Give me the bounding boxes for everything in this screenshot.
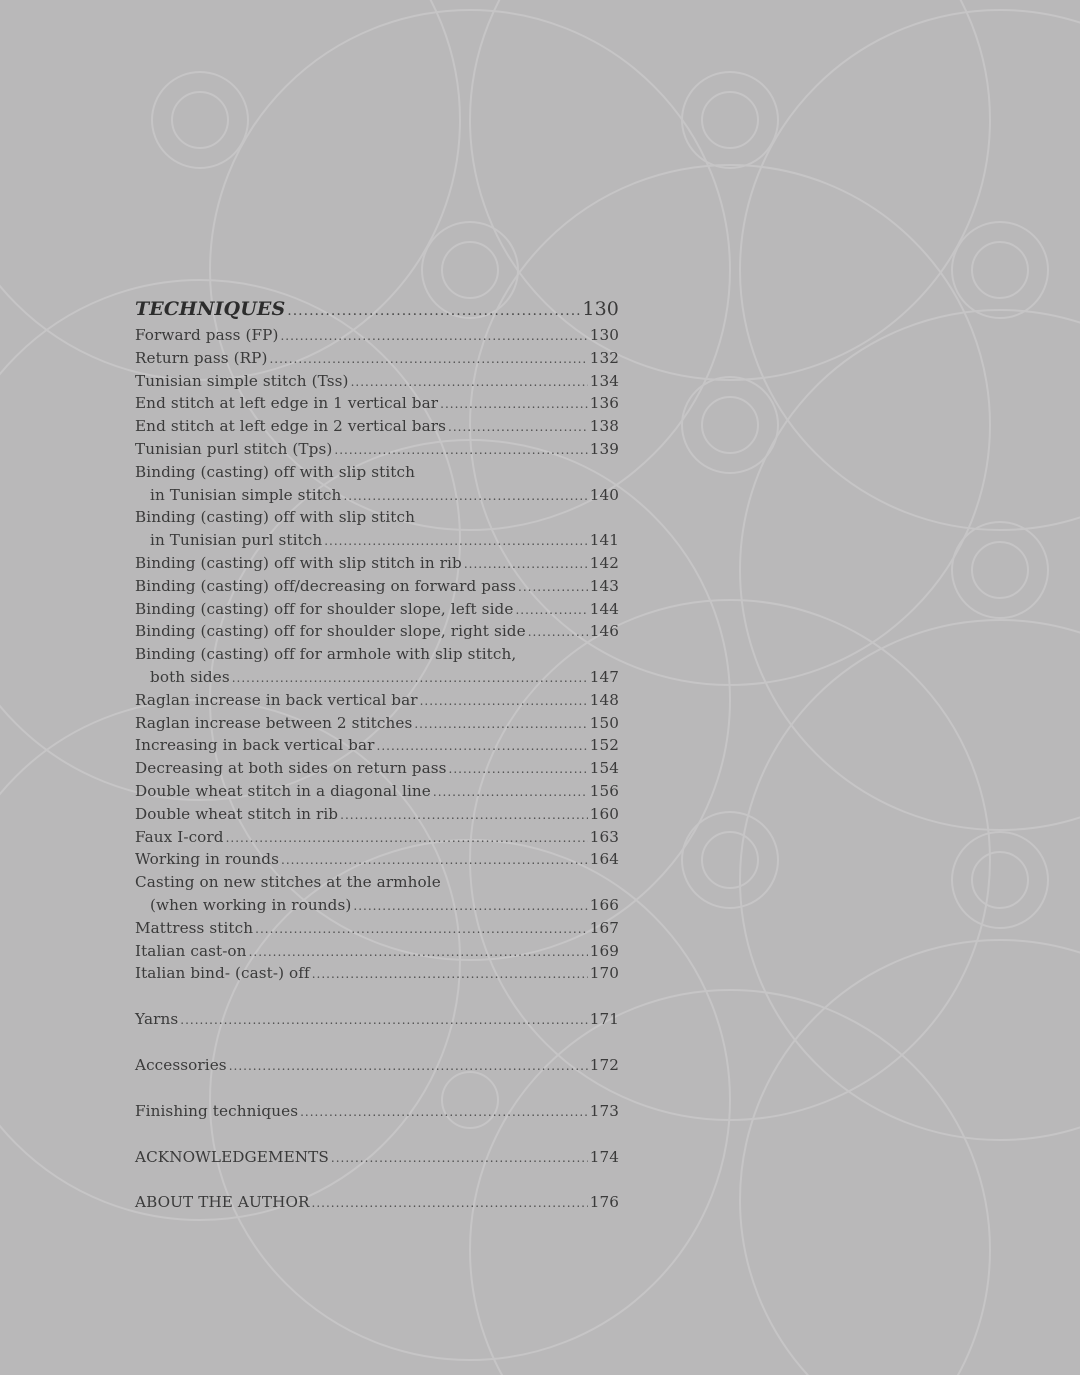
toc-entry[interactable] (135, 531, 619, 554)
toc-entry-label: Return pass (RP) (135, 348, 268, 367)
toc-entry[interactable] (135, 394, 619, 417)
toc-entry-label: Binding (casting) off/decreasing on forward pass (135, 576, 517, 595)
leader-dots (515, 603, 587, 617)
toc-entry-first-line[interactable] (135, 873, 619, 896)
toc-entry-page: 170 (589, 964, 619, 983)
toc-entry-page: 134 (589, 371, 619, 390)
toc-entry-page: 156 (589, 781, 619, 800)
toc-entry[interactable] (135, 691, 619, 714)
toc-entry-page: 154 (589, 759, 619, 778)
toc-entry-first-line[interactable] (135, 645, 619, 668)
toc-entry-label: Binding (casting) off with slip stitch in rib (135, 553, 462, 572)
toc-entry-page: 147 (589, 667, 619, 686)
toc-entry-label: in Tunisian simple stitch (150, 485, 342, 504)
leader-dots (340, 808, 588, 822)
leader-dots (433, 785, 588, 799)
section-spacer (135, 1170, 619, 1193)
leader-dots (449, 762, 588, 776)
toc-entry-label: (when working in rounds) (150, 895, 352, 914)
toc-entry-page: 138 (589, 417, 619, 436)
toc-section-entry[interactable] (135, 1010, 619, 1033)
toc-entry[interactable] (135, 964, 619, 987)
toc-entry-first-line[interactable] (135, 463, 619, 486)
leader-dots (232, 671, 588, 685)
toc-entry-page: 164 (589, 850, 619, 869)
toc-section-page: 172 (589, 1055, 619, 1074)
toc-entry[interactable] (135, 326, 619, 349)
table-of-contents (135, 298, 619, 1216)
toc-entry[interactable] (135, 896, 619, 919)
toc-entry-label: Tunisian purl stitch (Tps) (135, 439, 333, 458)
toc-entry-label: Raglan increase in back vertical bar (135, 690, 418, 709)
toc-heading-page: 130 (582, 298, 619, 320)
leader-dots (528, 625, 588, 639)
toc-entry-label: in Tunisian purl stitch (150, 531, 323, 550)
toc-section-entry[interactable] (135, 1193, 619, 1216)
leader-dots (249, 945, 588, 959)
toc-entry-label: Working in rounds (135, 850, 280, 869)
toc-entry-page: 150 (589, 713, 619, 732)
toc-entry[interactable] (135, 805, 619, 828)
toc-entry-page: 167 (589, 918, 619, 937)
toc-entry-page: 142 (589, 553, 619, 572)
leader-dots (229, 1059, 588, 1073)
leader-dots (377, 739, 588, 753)
leader-dots (269, 352, 587, 366)
toc-entry-first-line[interactable] (135, 508, 619, 531)
toc-entry-label: End stitch at left edge in 1 vertical bar (135, 394, 439, 413)
toc-entry-label: Double wheat stitch in rib (135, 804, 339, 823)
leader-dots (312, 967, 588, 981)
toc-entry-page: 163 (589, 827, 619, 846)
toc-heading-label: TECHNIQUES (135, 298, 286, 320)
toc-entry-label: End stitch at left edge in 2 vertical bars (135, 417, 447, 436)
toc-entries (135, 326, 619, 987)
leader-dots (518, 580, 588, 594)
toc-entry[interactable] (135, 372, 619, 395)
leader-dots (420, 694, 588, 708)
toc-entry-label: Binding (casting) off for shoulder slope, right side (135, 622, 526, 641)
leader-dots (255, 922, 588, 936)
toc-entry-page: 136 (589, 394, 619, 413)
toc-entry-label: both sides (150, 667, 230, 686)
leader-dots (312, 1196, 588, 1210)
leader-dots (280, 329, 587, 343)
toc-entry-label: Increasing in back vertical bar (135, 736, 375, 755)
section-spacer (135, 987, 619, 1010)
toc-section-page: 173 (589, 1101, 619, 1120)
toc-section-label: Accessories (135, 1055, 227, 1074)
toc-entry-label: Binding (casting) off with slip stitch (135, 508, 415, 527)
toc-entry[interactable] (135, 782, 619, 805)
toc-entry-page: 130 (589, 326, 619, 344)
toc-entry[interactable] (135, 828, 619, 851)
toc-entry-page: 132 (589, 348, 619, 367)
toc-section-label: Finishing techniques (135, 1101, 299, 1120)
toc-entry-label: Italian bind- (cast-) off (135, 964, 310, 983)
leader-dots (448, 420, 588, 434)
section-spacer (135, 1125, 619, 1148)
leader-dots (440, 397, 588, 411)
leader-dots (300, 1105, 588, 1119)
toc-entry-page: 152 (589, 736, 619, 755)
toc-section-label: Yarns (135, 1010, 179, 1029)
leader-dots (334, 443, 587, 457)
leader-dots (324, 534, 587, 548)
toc-entry-label: Mattress stitch (135, 918, 254, 937)
leader-dots (414, 717, 587, 731)
leader-dots (343, 489, 587, 503)
toc-section-label: ABOUT THE AUTHOR (135, 1193, 310, 1212)
toc-entry[interactable] (135, 440, 619, 463)
toc-entry-label: Italian cast-on (135, 941, 247, 960)
toc-entry[interactable] (135, 486, 619, 509)
leader-dots (180, 1013, 587, 1027)
leader-dots (351, 375, 588, 389)
toc-entry[interactable] (135, 622, 619, 645)
toc-section-entry[interactable] (135, 1056, 619, 1079)
toc-section-page: 174 (589, 1147, 619, 1166)
section-spacer (135, 1033, 619, 1056)
toc-entry-page: 143 (589, 576, 619, 595)
toc-entry[interactable] (135, 942, 619, 965)
toc-entry[interactable] (135, 714, 619, 737)
leader-dots (287, 303, 580, 319)
toc-entry-page: 146 (589, 622, 619, 641)
toc-entry[interactable] (135, 759, 619, 782)
toc-entry-label: Forward pass (FP) (135, 326, 279, 344)
toc-heading-techniques[interactable] (135, 298, 619, 326)
toc-entry-label: Binding (casting) off with slip stitch (135, 462, 415, 481)
toc-entry-page: 141 (589, 531, 619, 550)
toc-entry-label: Casting on new stitches at the armhole (135, 873, 441, 892)
section-spacer (135, 1079, 619, 1102)
toc-entry-label: Binding (casting) off for armhole with slip stitch, (135, 645, 517, 664)
toc-section-entry[interactable] (135, 1148, 619, 1171)
toc-entry-page: 160 (589, 804, 619, 823)
toc-entry[interactable] (135, 668, 619, 691)
toc-entry[interactable] (135, 850, 619, 873)
toc-entry-label: Tunisian simple stitch (Tss) (135, 371, 349, 390)
toc-entry[interactable] (135, 600, 619, 623)
leader-dots (353, 899, 587, 913)
toc-entry[interactable] (135, 417, 619, 440)
toc-sections (135, 987, 619, 1216)
toc-entry[interactable] (135, 919, 619, 942)
toc-entry[interactable] (135, 349, 619, 372)
toc-entry[interactable] (135, 577, 619, 600)
leader-dots (281, 853, 588, 867)
toc-entry-page: 144 (589, 599, 619, 618)
toc-section-label: ACKNOWLEDGEMENTS (135, 1147, 329, 1166)
leader-dots (331, 1151, 588, 1165)
toc-entry-page: 139 (589, 439, 619, 458)
toc-section-page: 171 (589, 1010, 619, 1029)
toc-entry-label: Raglan increase between 2 stitches (135, 713, 413, 732)
toc-entry[interactable] (135, 736, 619, 759)
toc-entry-label: Faux I-cord (135, 827, 224, 846)
toc-entry-page: 148 (589, 690, 619, 709)
leader-dots (464, 557, 588, 571)
toc-entry-label: Double wheat stitch in a diagonal line (135, 781, 431, 800)
toc-entry-label: Binding (casting) off for shoulder slope, left side (135, 599, 514, 618)
toc-section-entry[interactable] (135, 1102, 619, 1125)
toc-entry[interactable] (135, 554, 619, 577)
toc-section-page: 176 (589, 1193, 619, 1212)
leader-dots (226, 831, 588, 845)
toc-entry-page: 169 (589, 941, 619, 960)
toc-entry-page: 140 (589, 485, 619, 504)
toc-entry-label: Decreasing at both sides on return pass (135, 759, 447, 778)
toc-entry-page: 166 (589, 895, 619, 914)
